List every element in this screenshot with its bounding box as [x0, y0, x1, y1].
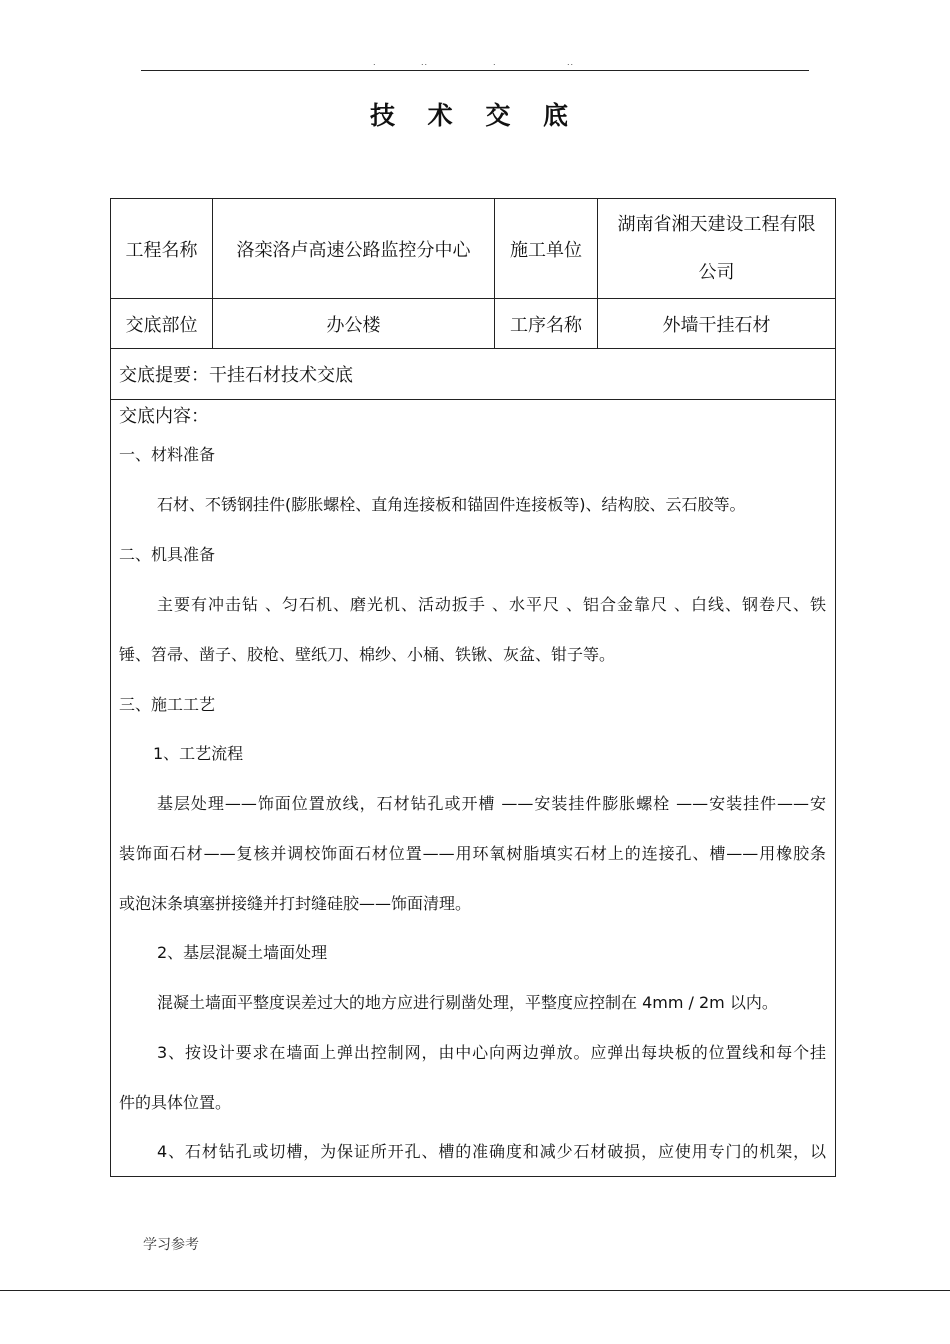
disclosure-table — [110, 198, 836, 1177]
content-paragraph: 锤、笤帚、凿子、胶枪、壁纸刀、棉纱、小桶、铁锹、灰盆、钳子等。 — [119, 645, 616, 664]
footer-rule — [0, 1290, 950, 1291]
contractor-value-line: 公司 — [698, 261, 735, 283]
table-row-part — [111, 299, 836, 349]
contractor-value — [598, 199, 836, 299]
table-row-summary — [111, 349, 836, 400]
contractor-label: 施工单位 — [495, 199, 598, 299]
summary-text: 交底提要：干挂石材技术交底 — [111, 349, 836, 400]
part-label: 交底部位 — [111, 299, 213, 349]
header-mark: . — [493, 58, 497, 67]
process-label: 工序名称 — [495, 299, 598, 349]
table-row-content — [111, 400, 836, 1177]
header-marks — [141, 58, 809, 70]
content-cell — [111, 400, 836, 1177]
content-paragraph: 主要有冲击钻 、匀石机、磨光机、活动扳手 、水平尺 、铝合金靠尺 、白线、钢卷尺、铁 — [157, 595, 826, 614]
header-mark: .. — [567, 58, 575, 67]
section-heading: 二、机具准备 — [119, 545, 216, 564]
section-heading: 三、施工工艺 — [119, 695, 216, 714]
table-row-project — [111, 199, 836, 299]
content-paragraph: 混凝土墙面平整度误差过大的地方应进行剔凿处理，平整度应控制在 4mm / 2m 以内。 — [157, 993, 778, 1012]
project-name-label: 工程名称 — [111, 199, 213, 299]
page-title: 技 术 交 底 — [369, 101, 581, 130]
content-paragraph: 件的具体位置。 — [119, 1093, 232, 1112]
content-paragraph: 4、石材钻孔或切槽，为保证所开孔、槽的准确度和减少石材破损，应使用专门的机架，以 — [157, 1142, 826, 1161]
content-paragraph: 石材、不锈钢挂件(膨胀螺栓、直角连接板和锚固件连接板等)、结构胶、云石胶等。 — [157, 495, 746, 514]
section-heading: 一、材料准备 — [119, 445, 216, 464]
content-paragraph: 或泡沫条填塞拼接缝并打封缝硅胶——饰面清理。 — [119, 894, 472, 913]
content-heading: 交底内容： — [119, 406, 209, 427]
contractor-value-line: 湖南省湘天建设工程有限 — [617, 213, 816, 235]
part-value: 办公楼 — [213, 299, 495, 349]
subsection-heading: 1、工艺流程 — [153, 744, 244, 763]
content-body — [111, 400, 835, 1176]
project-name-value: 洛栾洛卢高速公路监控分中心 — [213, 199, 495, 299]
process-value: 外墙干挂石材 — [598, 299, 836, 349]
content-paragraph: 3、按设计要求在墙面上弹出控制网，由中心向两边弹放。应弹出每块板的位置线和每个挂 — [157, 1043, 826, 1062]
footer-text: 学习参考 — [143, 1237, 199, 1253]
header-mark: . — [373, 58, 377, 67]
content-paragraph: 装饰面石材——复核并调校饰面石材位置——用环氧树脂填实石材上的连接孔、槽——用橡胶条 — [119, 844, 826, 863]
header-mark: .. — [421, 58, 429, 67]
subsection-heading: 2、基层混凝土墙面处理 — [157, 943, 328, 962]
content-paragraph: 基层处理——饰面位置放线，石材钻孔或开槽 ——安装挂件膨胀螺栓 ——安装挂件——安 — [157, 794, 826, 813]
header-rule — [141, 70, 809, 71]
